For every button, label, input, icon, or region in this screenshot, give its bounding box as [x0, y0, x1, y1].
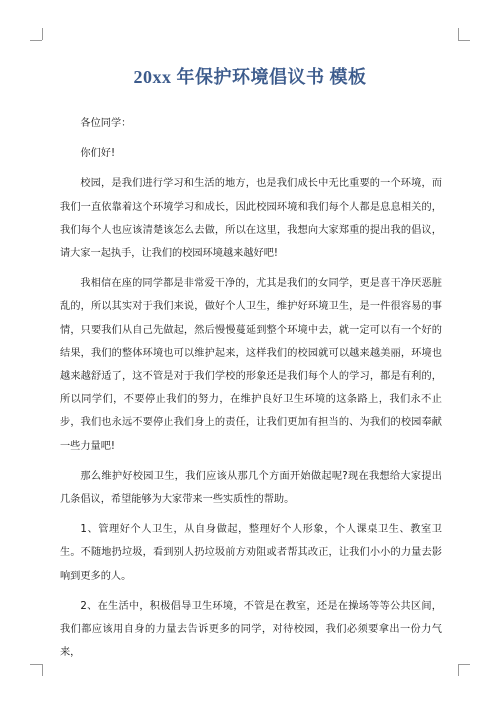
- greeting: 各位同学：: [80, 118, 132, 129]
- document-body: [60, 112, 442, 664]
- paragraph: 2、在生活中，积极倡导卫生环境，不管是在教室，还是在操场等等公共区间，我们都应该用自身的力量去告诉更多的同学，对待校园，我们必须要拿出一份力气来，: [60, 600, 442, 659]
- salutation: 你们好!: [80, 148, 116, 160]
- paragraph: 1、管理好个人卫生，从自身做起，整理好个人形象，个人课桌卫生、教室卫生。不随地扔垃圾，看到别人扔垃圾前方劝阻或者帮其改正，让我们小小的力量去影响到更多的人。: [60, 524, 442, 582]
- paragraph: 那么维护好校园卫生，我们应该从那几个方面开始做起呢?现在我想给大家提出几条倡议，希望能够为大家带来一些实质性的帮助。: [60, 470, 442, 506]
- paragraph: 我相信在座的同学都是非常爱干净的，尤其是我们的女同学，更是喜干净厌恶脏乱的，所以其实对于我们来说，做好个人卫生，维护好环境卫生，是一件很容易的事情，只要我们从自己先做起，然后慢慢蔓延到整个环境中去，就一定可以有一个好的结果，我们的整体环境也可以维护起来，这样我们的校园就可以越来越美丽，环境也越来越舒适了，这不管是对于我们学校的形象还是我们每个人的学习，都是有利的，所以同学们，不要停止我们的努力，在维护良好卫生环境的这条路上，我们永不止步，我们也永远不要停止我们身上的责任，让我们更加有担当的、为我们的校园奉献一些力量吧!: [60, 278, 442, 452]
- paragraph: 校园，是我们进行学习和生活的地方，也是我们成长中无比重要的一个环境，而我们一直依靠着这个环境学习和成长，因此校园环境和我们每个人都是息息相关的，我们每个人也应该清楚该怎么去做，所以在这里，我想向大家郑重的提出我的倡议，请大家一起执手，让我们的校园环境越来越好吧!: [60, 178, 442, 260]
- document-title: 20xx 年保护环境倡议书 模板: [133, 67, 367, 87]
